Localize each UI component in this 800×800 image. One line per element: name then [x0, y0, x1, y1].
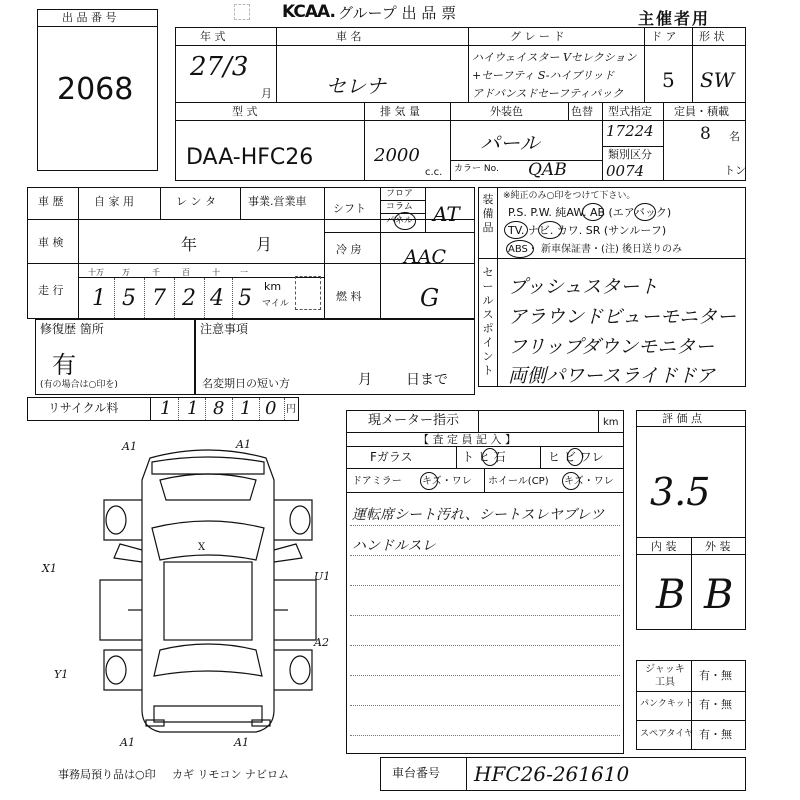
shift-column: コラム: [386, 202, 413, 212]
sales-point-1: プッシュスタート: [508, 276, 659, 298]
exterior-score-value: B: [704, 572, 734, 618]
inspector-note-1: 運転席シート汚れ、シートスレヤブレツ: [352, 507, 605, 523]
shift-value: AT: [433, 202, 460, 226]
mirror-label: ドアミラー: [352, 476, 402, 487]
mileage-digit-3: 7: [152, 286, 166, 311]
displacement-value: 2000: [374, 145, 420, 166]
fuel-value: G: [420, 284, 440, 312]
wheel-circle: [562, 472, 580, 490]
doors-value: 5: [662, 68, 675, 92]
recycle-digit-1: 1: [160, 398, 172, 419]
crack-circle: [567, 448, 583, 466]
damage-mark-right-rear: A2: [314, 636, 329, 649]
recycle-digit-5: 0: [265, 398, 277, 419]
navi-circle: [538, 221, 562, 239]
equipment-row-1: P.S. P.W. 純AW. AB (エアバック): [508, 206, 672, 219]
puncture-label: パンクキット: [640, 699, 694, 709]
mileage-digit-4: 2: [182, 286, 196, 311]
damage-mark-front-left: A1: [122, 440, 137, 453]
notice-deadline-label: 名変期日の短い方: [202, 377, 290, 390]
type-spec-value: 17224: [606, 122, 654, 140]
organizer-label: 主催者用: [638, 9, 711, 28]
displacement-label: 排 気 量: [380, 105, 420, 118]
spare-value: 有・無: [699, 728, 732, 741]
brand-title: グループ 出 品 票: [338, 4, 457, 22]
capacity-unit: 名: [729, 130, 740, 143]
sales-point-label: セールスポイント: [482, 266, 494, 377]
shift-panel: パネル: [386, 216, 414, 226]
office-items: カギ リモコン ナビロム: [172, 768, 289, 781]
shift-circle: [394, 212, 416, 230]
mileage-unit-mile: マイル: [262, 299, 289, 309]
crack-options: ヒ ビ ワレ: [548, 450, 604, 464]
mileage-digit-6: 5: [238, 286, 252, 311]
damage-mark-rear-left: A1: [120, 736, 135, 749]
equipment-row-3: ABS・ 新車保証書・(注) 後日送りのみ: [508, 244, 683, 255]
glass-options: ト ヒ 石: [462, 450, 506, 464]
repair-value: 有: [52, 351, 76, 379]
inspector-note-2: ハンドルスレ: [352, 538, 436, 554]
grade-line-2: +セーフティ S-ハイブリッド: [472, 69, 615, 82]
ab-circle: [634, 203, 656, 221]
history-rental: レ ン タ: [176, 195, 216, 208]
recycle-digit-2: 1: [187, 398, 199, 419]
interior-value: B: [656, 572, 686, 618]
sales-point-2: アラウンドビューモニター: [508, 306, 737, 328]
spare-label: スペアタイヤ: [640, 729, 694, 739]
chassis-value: HFC26-261610: [474, 762, 630, 786]
exterior-color-label: 外装色: [490, 105, 523, 118]
interior-label: 内 装: [651, 540, 677, 553]
damage-mark-rear-right: A1: [234, 736, 249, 749]
color-code-label: カラー No.: [454, 164, 499, 174]
shift-label: シフト: [333, 202, 366, 215]
damage-mark-front-right: A1: [236, 438, 251, 451]
category-label: 類別区分: [608, 148, 652, 161]
mileage-unit-4: 百: [182, 268, 190, 277]
glass-circle: [482, 448, 498, 466]
body-label: 形 状: [699, 30, 725, 43]
meter-unit: km: [603, 417, 619, 428]
sales-point-3: フリップダウンモニター: [508, 336, 715, 358]
abs-circle: [506, 240, 534, 258]
brand-logo: KCAA.: [282, 2, 335, 22]
doors-label: ド ア: [651, 30, 677, 43]
grade-label: グ レ ー ド: [510, 30, 565, 43]
history-private: 自 家 用: [94, 195, 134, 208]
notice-day: 日まで: [406, 372, 448, 388]
equipment-label: 装 備 品: [482, 193, 494, 234]
lot-number-value: 2068: [57, 72, 134, 107]
tv-circle: [504, 221, 528, 239]
aw-circle: [582, 203, 604, 221]
exterior-color-value: パール: [480, 131, 540, 155]
score-value: 3.5: [650, 470, 711, 514]
lot-number-label: 出 品 番 号: [62, 11, 117, 24]
inspection-year: 年: [181, 235, 198, 254]
damage-mark-left-rear: Y1: [54, 668, 69, 681]
ac-value: AAC: [404, 246, 446, 268]
score-label: 評 価 点: [662, 412, 702, 425]
mileage-digit-2: 5: [122, 286, 136, 311]
car-damage-diagram: [90, 440, 326, 740]
glass-label: Fガラス: [370, 450, 413, 464]
fuel-label: 燃 料: [336, 290, 362, 303]
sales-point-4: 両側パワースライドドア: [508, 365, 715, 387]
shift-floor: フロア: [386, 189, 414, 199]
type-spec-label: 型式指定: [608, 105, 652, 118]
puncture-value: 有・無: [699, 698, 732, 711]
name-label: 車 名: [336, 30, 362, 43]
color-code-value: QAB: [528, 160, 567, 180]
punch-mark: [234, 4, 250, 20]
jack-value: 有・無: [699, 669, 732, 682]
chassis-label: 車台番号: [392, 766, 441, 780]
inspection-label: 車 検: [38, 236, 64, 249]
capacity-label: 定員・積載: [674, 105, 729, 118]
category-value: 0074: [606, 162, 645, 180]
damage-mark-right-side: U1: [314, 570, 331, 583]
recycle-digit-4: 1: [240, 398, 252, 419]
ac-label: 冷 房: [336, 243, 362, 256]
damage-mark-left-side: X1: [42, 562, 57, 575]
displacement-unit: c.c.: [425, 167, 443, 178]
name-value: セレナ: [326, 74, 386, 98]
damage-mark-roof: X: [198, 542, 206, 553]
mileage-unit-5: 十: [212, 268, 220, 277]
inspector-section-label: 【 査 定 員 記 入 】: [418, 433, 516, 446]
office-note: 事務局預り品は○印: [58, 768, 156, 781]
recycle-label: リサイクル料: [48, 401, 119, 415]
recycle-digit-3: 8: [213, 398, 225, 419]
year-value: 27/3: [190, 52, 249, 82]
mileage-unit-2: 万: [122, 268, 130, 277]
recycle-unit: 円: [286, 404, 296, 415]
model-value: DAA-HFC26: [186, 145, 314, 170]
mileage-unit-1: 十万: [88, 268, 104, 277]
notice-label: 注意事項: [200, 322, 249, 336]
load-unit: トン: [724, 164, 746, 177]
meter-label: 現メーター指示: [368, 413, 460, 428]
mileage-unit-3: 千: [152, 268, 160, 277]
equipment-note: ※純正のみ○印をつけて下さい。: [503, 191, 636, 201]
jack-label: ジャッキ 工具: [645, 664, 685, 688]
capacity-value: 8: [700, 124, 711, 144]
wheel-options: キズ・ワレ: [564, 476, 614, 487]
mileage-unit-6: 一: [240, 268, 248, 277]
exterior-score-label: 外 装: [705, 540, 731, 553]
grade-line-3: アドバンスドセーフティパック: [472, 87, 624, 100]
mile-checkbox: [295, 276, 321, 310]
repair-note: (有の場合は○印を): [40, 380, 118, 390]
mileage-unit-km: km: [264, 280, 282, 293]
mirror-options: キズ・ワレ: [422, 476, 472, 487]
repair-label: 修復歴 箇所: [40, 322, 104, 336]
mirror-circle: [420, 472, 438, 490]
body-value: SW: [700, 68, 735, 92]
mileage-digit-5: 4: [210, 286, 224, 311]
equipment-row-2: TV. ナビ. カワ. SR (サンルーフ): [508, 224, 667, 237]
history-label: 車 歴: [38, 195, 64, 208]
year-label: 年 式: [200, 30, 226, 43]
inspection-month: 月: [256, 235, 273, 254]
color-change-label: 色替: [571, 105, 593, 118]
mileage-digit-1: 1: [92, 286, 106, 311]
notice-month: 月: [358, 372, 372, 388]
model-label: 型 式: [232, 105, 258, 118]
grade-line-1: ハイウェイスター Vセレクション: [472, 51, 637, 64]
history-business: 事業.営業車: [248, 195, 307, 208]
year-month-unit: 月: [261, 87, 272, 100]
wheel-label: ホイール(CP): [488, 476, 549, 487]
mileage-label: 走 行: [38, 284, 64, 297]
